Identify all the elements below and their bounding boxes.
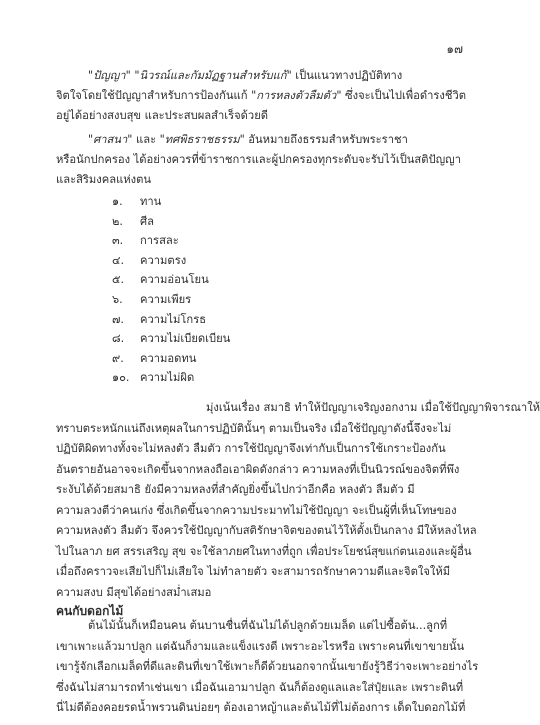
paragraph-line: ต้นไม้นั้นก็เหมือนคน ต้นบานชื่นที่ฉันไม่ได้ปลูกด้วยเมล็ด แต่ไปซื้อต้น...ลูกที่ [88, 619, 448, 632]
list-text: ความไม่เบียดเบียน [140, 332, 231, 346]
paragraph-line: ไปในลาภ ยศ สรรเสริญ สุข จะใช้ลาภยศในทางที่ถูก เพื่อประโยชน์สุขแก่ตนเองและผู้อื่น [56, 544, 472, 558]
list-number: ๘. [112, 332, 125, 346]
paragraph-line: นี่ไม่ดีต้องคอยรดน้ำพรวนดินบ่อยๆ ต้องเอาหญ้าและต้นไม้ที่ไม่ต้องการ เด็ดใบดอกไม้ที่ [56, 701, 466, 714]
paragraph-text: จิตใจโดยใช้ปัญญาสำหรับการป้องกันแก้ [56, 89, 248, 102]
list-text: ความไม่ผิด [140, 371, 195, 385]
paragraph-line: ทราบตระหนักแน่ถึงเหตุผลในการปฏิบัตินั้นๆ ตามเป็นจริง เมื่อใช้ปัญญาดังนี้จึงจะไม่ [56, 421, 452, 435]
list-text: ความตรง [140, 253, 187, 267]
paragraph-line: เขาเพาะแล้วมาปลูก แต่ฉันก็งามและแข็งแรงดี เพราะอะไรหรือ เพราะคนที่เขาขายนั้น [56, 639, 465, 653]
paragraph-meditation [56, 398, 540, 603]
paragraph-line: อยู่ได้อย่างสงบสุข และประสบผลสำเร็จด้วยดี [56, 109, 269, 122]
list-number: ๙. [112, 351, 124, 365]
list-item [112, 212, 230, 232]
paragraph-line [56, 86, 474, 106]
paragraph-line: ระงับได้ด้วยสมาธิ ยังมีความหลงที่สำคัญยิ่งขึ้นไปกว่าอีกคือ หลงตัว ลืมตัว มี [56, 483, 415, 496]
paragraph-text: อันหมายถึงธรรมสำหรับพระราชา [248, 133, 408, 146]
list-text: ความอ่อนโยน [140, 273, 209, 287]
paragraph-line: และสิริมงคลแห่งตน [56, 173, 152, 186]
section-heading: คนกับดอกไม้ [56, 604, 124, 618]
list-number: ๓. [112, 234, 124, 248]
quoted-term: "ปัญญา" [88, 69, 131, 82]
paragraph-line: ความลวงตีว่าคนเก่ง ซึ่งเกิดขึ้นจากความประมาทไม่ใช้ปัญญา จะเป็นผู้ที่เห็นโทษของ [56, 503, 457, 517]
quoted-term: "ศาสนา" [88, 133, 133, 146]
list-text: การสละ [140, 234, 179, 248]
paragraph-line: ความหลงตัว ลืมตัว จึงควรใช้ปัญญากับสติรักษาจิตของตนไว้ให้ตั้งเป็นกลาง มีให้หลงไหล [56, 524, 477, 537]
list-number: ๔. [112, 253, 125, 267]
paragraph-people-and-flowers [56, 616, 479, 719]
list-text: ความไม่โกรธ [140, 312, 207, 326]
list-number: ๗. [112, 312, 124, 326]
paragraph-line: ความสงบ มีสุขได้อย่างสม่ำเสมอ [56, 585, 212, 599]
list-number: ๒. [112, 214, 123, 228]
paragraph-line [56, 66, 474, 86]
list-item [112, 329, 230, 349]
paragraph-line: เมื่อถึงคราวจะเสียไปก็ไม่เสียใจ ไม่ทำลายตัว จะสามารถรักษาความดีและจิตใจให้มี [56, 565, 451, 578]
list-item [112, 251, 230, 271]
paragraph-line: หรือนักปกครอง ได้อย่างควรที่ข้าราชการและผู้ปกครองทุกระดับจะรับไว้เป็นสติปัญญา [56, 153, 461, 166]
list-item [112, 270, 230, 290]
quoted-term: "การหลงตัวลืมตัว" [251, 89, 342, 102]
list-text: ทาน [140, 195, 162, 208]
paragraph-line: ปฏิบัติผิดทางทั้งจะไม่หลงตัว ลืมตัว การใช้ปัญญาจึงเท่ากับเป็นการใช้เกราะป้องกัน [56, 442, 446, 455]
paragraph-line: เขารู้จักเลือกเมล็ดที่ดีและดินที่เขาใช้เพาะก็ดีด้วยนอกจากนั้นเขายังรู้วิธีว่าจะเพาะอย่างไร [56, 660, 479, 673]
list-text: ความเพียร [140, 292, 192, 306]
paragraph-text: เป็นแนวทางปฏิบัติทาง [295, 69, 403, 82]
page-number: ๑๗ [446, 42, 463, 56]
quoted-term: "นิวรณ์และกัมมัฏฐานสำหรับแก้" [134, 69, 292, 82]
list-item [112, 310, 230, 330]
virtues-list [112, 192, 230, 388]
paragraph-line: มุ่งเน้นเรื่อง สมาธิ ทำให้ปัญญาเจริญงอกงาม เมื่อใช้ปัญญาพิจารณาให้ [206, 401, 540, 414]
paragraph-line [56, 130, 474, 150]
list-item [112, 192, 230, 212]
list-item [112, 368, 230, 388]
list-number: ๑๐. [112, 371, 130, 385]
paragraph-text: ซึ่งจะเป็นไปเพื่อดำรงชีวิต [345, 89, 467, 102]
list-item [112, 231, 230, 251]
quoted-term: "ทศพิธราชธรรม" [159, 133, 245, 146]
paragraph-line: อันตรายอันอาจจะเกิดขึ้นจากหลงถือเอาผิดดังกล่าว ความหลงที่เป็นนิวรณ์ของจิตที่พึง [56, 462, 460, 476]
paragraph-line: ซึ่งฉันไม่สามารถทำเช่นเขา เมื่อฉันเอามาปลูก ฉันก็ต้องดูแลและใส่ปุ๋ยและ เพราะดินที่ [56, 680, 464, 694]
paragraph-religion [56, 130, 474, 190]
paragraph-wisdom [56, 66, 474, 126]
list-number: ๖. [112, 292, 123, 306]
list-item [112, 290, 230, 310]
paragraph-text: และ [136, 133, 157, 146]
list-text: ความอดทน [140, 351, 197, 365]
list-number: ๕. [112, 273, 125, 287]
list-number: ๑. [112, 195, 123, 208]
list-text: ศีล [140, 214, 154, 228]
list-item [112, 349, 230, 369]
